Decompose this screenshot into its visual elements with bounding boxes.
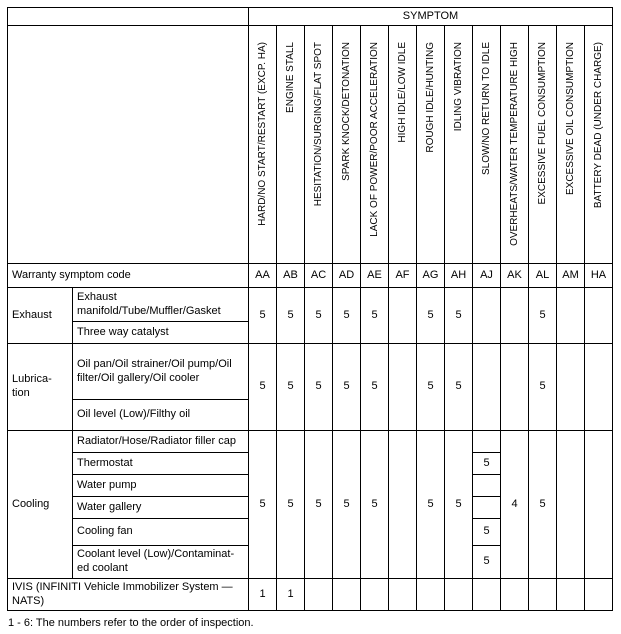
inspection-order-cell: 5 [277,431,305,579]
symptom-column-header-cell [557,26,585,264]
inspection-order-cell: 5 [249,288,277,344]
ivis-row-label: IVIS (INFINITI Vehicle Immobilizer System — NATS) [8,579,249,611]
inspection-order-cell: 1 [249,579,277,611]
symptom-column-label: HIGH IDLE/LOW IDLE [397,42,408,143]
inspection-order-cell [473,431,501,453]
symptom-column-header-cell [417,26,445,264]
inspection-order-cell: 5 [249,431,277,579]
inspection-order-cell: 5 [445,431,473,579]
footnote: 1 - 6: The numbers refer to the order of inspection. [8,617,254,629]
component-row-label: Water gallery [73,497,249,519]
warranty-code-cell: AD [333,264,361,288]
symptom-column-label: LACK OF POWER/POOR ACCELERATION [369,42,380,237]
inspection-order-cell [557,288,585,344]
warranty-code-row-label: Warranty symptom code [8,264,249,288]
section-label-exhaust: Exhaust [8,288,73,344]
component-row-label: Exhaust manifold/Tube/Muffler/Gasket [73,288,249,322]
inspection-order-cell: 5 [445,344,473,431]
inspection-order-cell: 4 [501,431,529,579]
symptom-group-header: SYMPTOM [249,8,613,26]
inspection-order-cell: 5 [417,431,445,579]
inspection-order-cell: 5 [417,344,445,431]
table-corner-spacer [8,8,249,26]
symptom-column-label: OVERHEATS/WATER TEMPERATURE HIGH [509,42,520,246]
inspection-order-cell: 5 [529,288,557,344]
symptom-column-label: BATTERY DEAD (UNDER CHARGE) [593,42,604,209]
inspection-order-cell [529,579,557,611]
symptom-column-header-cell [333,26,361,264]
inspection-order-cell [501,579,529,611]
inspection-order-cell [501,288,529,344]
inspection-order-cell [361,579,389,611]
symptom-column-label: ENGINE STALL [285,42,296,113]
inspection-order-cell: 5 [277,344,305,431]
symptom-column-label: HARD/NO START/RESTART (EXCP. HA) [257,42,268,226]
symptom-column-label: EXCESSIVE FUEL CONSUMPTION [537,42,548,205]
symptom-column-header-cell [361,26,389,264]
component-row-label: Radiator/Hose/Radiator filler cap [73,431,249,453]
component-row-label: Three way catalyst [73,322,249,344]
symptom-column-header-cell [473,26,501,264]
inspection-order-cell [417,579,445,611]
symptom-column-header-cell [389,26,417,264]
symptom-column-header-cell [305,26,333,264]
symptom-column-label: HESITATION/SURGING/FLAT SPOT [313,42,324,207]
inspection-order-cell [333,579,361,611]
symptom-header-row [8,8,613,26]
inspection-order-cell: 5 [445,288,473,344]
inspection-order-cell [585,344,613,431]
inspection-order-cell [585,579,613,611]
section-label-lubrication: Lubrica-tion [8,344,73,431]
warranty-code-cell: AG [417,264,445,288]
component-row-label: Thermostat [73,453,249,475]
inspection-order-cell [557,431,585,579]
inspection-order-cell [585,431,613,579]
inspection-order-cell: 5 [473,453,501,475]
inspection-order-cell: 5 [333,288,361,344]
inspection-order-cell [473,288,501,344]
symptom-column-header-cell [501,26,529,264]
warranty-code-cell: AJ [473,264,501,288]
inspection-order-cell: 5 [305,288,333,344]
section-label-cooling: Cooling [8,431,73,579]
inspection-order-cell [389,344,417,431]
symptom-column-label: ROUGH IDLE/HUNTING [425,42,436,153]
symptom-column-label: SLOW/NO RETURN TO IDLE [481,42,492,175]
symptom-column-header-cell [445,26,473,264]
inspection-order-cell [473,344,501,431]
inspection-order-cell [473,497,501,519]
inspection-order-cell [389,431,417,579]
inspection-order-cell [389,579,417,611]
symptom-column-header-cell [585,26,613,264]
component-row-label: Oil level (Low)/Filthy oil [73,400,249,431]
inspection-order-cell: 5 [361,344,389,431]
inspection-order-cell: 5 [361,431,389,579]
inspection-order-cell [501,344,529,431]
warranty-code-cell: AE [361,264,389,288]
warranty-code-cell: AH [445,264,473,288]
lubrication-row-1 [8,344,613,400]
inspection-order-cell: 5 [333,344,361,431]
warranty-code-cell: AL [529,264,557,288]
symptom-columns-row [8,26,613,264]
cooling-row-1 [8,431,613,453]
inspection-order-cell [389,288,417,344]
inspection-order-cell [557,579,585,611]
inspection-order-cell: 5 [249,344,277,431]
warranty-code-cell: AM [557,264,585,288]
component-row-label: Cooling fan [73,519,249,546]
warranty-code-cell: AB [277,264,305,288]
warranty-code-cell: AK [501,264,529,288]
inspection-order-cell: 5 [417,288,445,344]
inspection-order-cell: 5 [305,431,333,579]
inspection-order-cell [445,579,473,611]
warranty-code-cell: AC [305,264,333,288]
inspection-order-cell: 1 [277,579,305,611]
inspection-order-cell [473,579,501,611]
inspection-order-cell: 5 [529,344,557,431]
inspection-order-cell: 5 [333,431,361,579]
warranty-code-row [8,264,613,288]
inspection-order-cell: 5 [473,546,501,579]
symptom-column-header-cell [277,26,305,264]
inspection-order-cell: 5 [277,288,305,344]
symptom-column-label: EXCESSIVE OIL CONSUMPTION [565,42,576,195]
exhaust-row-1 [8,288,613,322]
warranty-code-cell: AA [249,264,277,288]
component-row-label: Coolant level (Low)/Contaminat-ed coolant [73,546,249,579]
symptom-diagnosis-table [7,7,613,611]
symptom-column-label: SPARK KNOCK/DETONATION [341,42,352,181]
symptom-column-label: IDLING VIBRATION [453,42,464,132]
table-corner-spacer [8,26,249,264]
inspection-order-cell: 5 [361,288,389,344]
warranty-code-cell: HA [585,264,613,288]
ivis-row [8,579,613,611]
inspection-order-cell [305,579,333,611]
inspection-order-cell [557,344,585,431]
component-row-label: Oil pan/Oil strainer/Oil pump/Oil filter/Oil gallery/Oil cooler [73,344,249,400]
symptom-column-header-cell [529,26,557,264]
component-row-label: Water pump [73,475,249,497]
inspection-order-cell [585,288,613,344]
inspection-order-cell [473,475,501,497]
warranty-code-cell: AF [389,264,417,288]
symptom-column-header-cell [249,26,277,264]
inspection-order-cell: 5 [529,431,557,579]
inspection-order-cell: 5 [305,344,333,431]
inspection-order-cell: 5 [473,519,501,546]
